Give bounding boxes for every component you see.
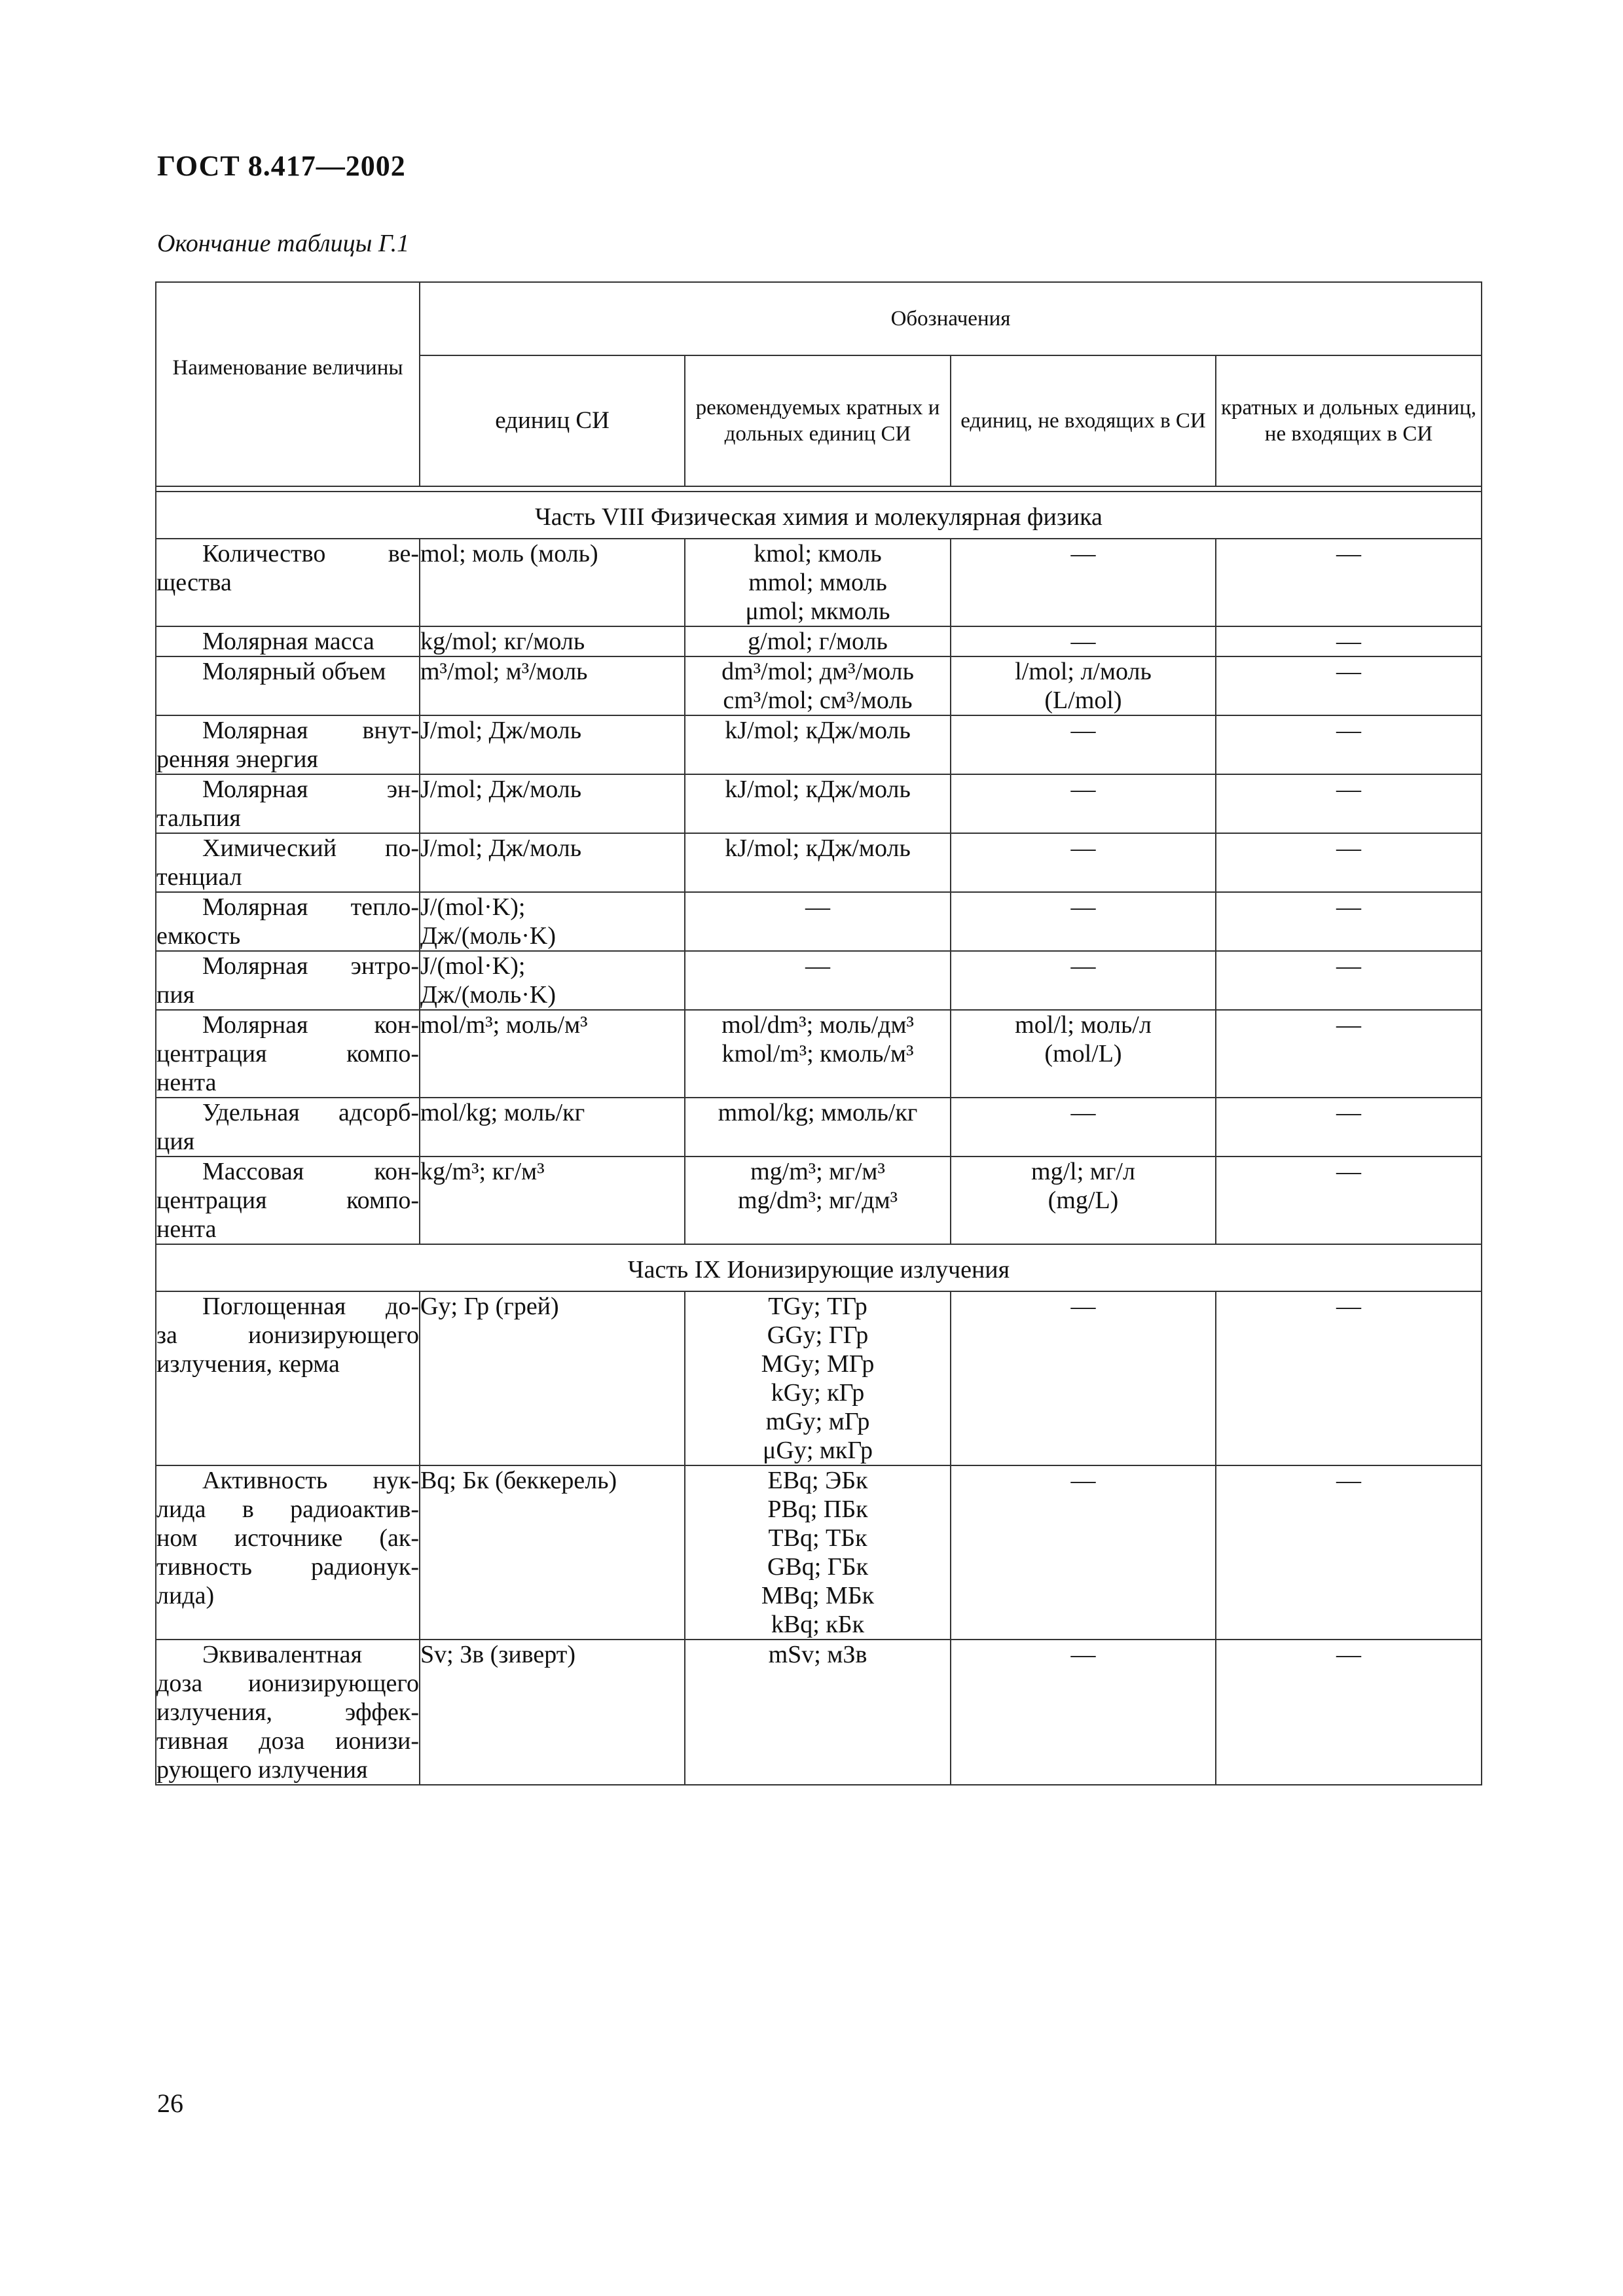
cell-line: — (1336, 1011, 1361, 1039)
cell-line: — (1070, 628, 1096, 655)
non-si-unit-cell (951, 1098, 1216, 1157)
cell-line: — (1336, 1641, 1361, 1668)
cell-line: mSv; мЗв (768, 1641, 867, 1668)
quantity-name-cell (156, 774, 420, 833)
column-header-name: Наименование величины (156, 282, 420, 486)
non-si-multiples-cell (1216, 715, 1482, 774)
non-si-multiples-cell (1216, 892, 1482, 951)
quantity-name-cell (156, 833, 420, 892)
cell-line: Молярная тепло- (202, 893, 419, 921)
cell-line: тенциал (156, 863, 242, 891)
cell-line: mmol; ммоль (748, 569, 887, 596)
cell-line: mol/l; моль/л (1015, 1011, 1152, 1039)
table-row (156, 1291, 1482, 1465)
cell-line: mg/l; мг/л (1031, 1158, 1135, 1185)
cell-line: за ионизирующего (156, 1321, 419, 1349)
non-si-multiples-cell (1216, 1640, 1482, 1785)
cell-line: GBq; ГБк (767, 1553, 869, 1581)
cell-line: kBq; кБк (771, 1611, 865, 1638)
quantity-name-cell (156, 1291, 420, 1465)
column-header-recommended: рекомендуемых кратных и дольных единиц СИ (685, 355, 951, 486)
cell-line: Молярная кон- (202, 1011, 419, 1039)
cell-line: Молярная внут- (202, 717, 419, 744)
quantity-name-cell (156, 626, 420, 656)
section-row (156, 1244, 1482, 1291)
table-row (156, 626, 1482, 656)
cell-line: Молярная масса (202, 628, 374, 655)
recommended-multiples-cell (685, 626, 951, 656)
cell-line: J/mol; Дж/моль (420, 717, 582, 744)
si-unit-cell (420, 539, 685, 626)
cell-line: — (805, 952, 830, 980)
cell-line: ном источнике (ак- (156, 1524, 419, 1552)
non-si-multiples-cell (1216, 774, 1482, 833)
si-unit-cell (420, 1098, 685, 1157)
cell-line: Дж/(моль·K) (420, 922, 556, 950)
quantity-name-cell (156, 539, 420, 626)
non-si-multiples-cell (1216, 1465, 1482, 1640)
non-si-unit-cell (951, 1465, 1216, 1640)
cell-line: Дж/(моль·K) (420, 981, 556, 1009)
cell-line: (mg/L) (1048, 1187, 1119, 1214)
non-si-multiples-cell (1216, 1010, 1482, 1098)
cell-line: mol/m³; моль/м³ (420, 1011, 588, 1039)
cell-line: лида в радиоактив- (156, 1496, 419, 1523)
cell-line: щества (156, 569, 232, 596)
column-header-group: Обозначения (420, 282, 1482, 355)
cell-line: Количество ве- (202, 540, 419, 567)
si-unit-cell (420, 1010, 685, 1098)
cell-line: kJ/mol; кДж/моль (725, 776, 911, 803)
cell-line: Активность нук- (202, 1467, 419, 1494)
cell-line: MBq; МБк (761, 1582, 875, 1609)
table-row (156, 1640, 1482, 1785)
table-row (156, 715, 1482, 774)
table-row (156, 539, 1482, 626)
cell-line: mol/kg; моль/кг (420, 1099, 585, 1126)
non-si-unit-cell (951, 1640, 1216, 1785)
cell-line: MGy; МГр (761, 1350, 875, 1378)
cell-line: тивная доза ионизи- (156, 1727, 419, 1755)
recommended-multiples-cell (685, 1291, 951, 1465)
recommended-multiples-cell (685, 1640, 951, 1785)
non-si-unit-cell (951, 951, 1216, 1010)
non-si-multiples-cell (1216, 833, 1482, 892)
non-si-unit-cell (951, 1010, 1216, 1098)
recommended-multiples-cell (685, 715, 951, 774)
cell-line: J/mol; Дж/моль (420, 834, 582, 862)
si-unit-cell (420, 626, 685, 656)
page-number: 26 (157, 2089, 183, 2118)
units-table (155, 281, 1482, 1785)
cell-line: рующего излучения (156, 1756, 368, 1784)
table-row (156, 1465, 1482, 1640)
cell-line: доза ионизирующего (156, 1670, 419, 1697)
column-header-si: единиц СИ (420, 355, 685, 486)
cell-line: тивность радионук- (156, 1553, 419, 1581)
table-row (156, 833, 1482, 892)
si-unit-cell (420, 1157, 685, 1244)
cell-line: — (1336, 628, 1361, 655)
cell-line: μmol; мкмоль (745, 598, 890, 625)
recommended-multiples-cell (685, 833, 951, 892)
non-si-unit-cell (951, 833, 1216, 892)
cell-line: — (1336, 952, 1361, 980)
non-si-multiples-cell (1216, 539, 1482, 626)
quantity-name-cell (156, 892, 420, 951)
quantity-name-cell (156, 1098, 420, 1157)
recommended-multiples-cell (685, 1157, 951, 1244)
non-si-multiples-cell (1216, 1098, 1482, 1157)
si-unit-cell (420, 1640, 685, 1785)
cell-line: (mol/L) (1044, 1040, 1122, 1067)
cell-line: kmol; кмоль (754, 540, 882, 567)
cell-line: — (1336, 1158, 1361, 1185)
cell-line: l/mol; л/моль (1015, 658, 1152, 685)
non-si-multiples-cell (1216, 656, 1482, 715)
si-unit-cell (420, 774, 685, 833)
cell-line: центрация компо- (156, 1187, 419, 1214)
cell-line: Молярный объем (202, 658, 386, 685)
section-row (156, 492, 1482, 539)
cell-line: — (1336, 1099, 1361, 1126)
cell-line: ция (156, 1128, 195, 1155)
cell-line: mol/dm³; моль/дм³ (721, 1011, 914, 1039)
cell-line: — (1070, 1099, 1096, 1126)
table-row (156, 892, 1482, 951)
quantity-name-cell (156, 1157, 420, 1244)
non-si-unit-cell (951, 715, 1216, 774)
section-title: Часть IX Ионизирующие излучения (156, 1244, 1482, 1291)
cell-line: — (1070, 540, 1096, 567)
cell-line: емкость (156, 922, 241, 950)
cell-line: GGy; ГГр (767, 1321, 869, 1349)
cell-line: — (1336, 1293, 1361, 1320)
cell-line: mg/dm³; мг/дм³ (737, 1187, 898, 1214)
cell-line: — (1336, 1467, 1361, 1494)
recommended-multiples-cell (685, 1010, 951, 1098)
cell-line: kJ/mol; кДж/моль (725, 834, 911, 862)
cell-line: PBq; ПБк (767, 1496, 868, 1523)
non-si-unit-cell (951, 892, 1216, 951)
cell-line: излучения, керма (156, 1350, 340, 1378)
cell-line: — (1336, 834, 1361, 862)
table-caption: Окончание таблицы Г.1 (157, 230, 410, 257)
cell-line: m³/mol; м³/моль (420, 658, 588, 685)
cell-line: нента (156, 1069, 217, 1096)
quantity-name-cell (156, 1465, 420, 1640)
recommended-multiples-cell (685, 774, 951, 833)
cell-line: излучения, эффек- (156, 1698, 419, 1726)
cell-line: TBq; ТБк (768, 1524, 867, 1552)
quantity-name-cell (156, 1010, 420, 1098)
quantity-name-cell (156, 951, 420, 1010)
non-si-unit-cell (951, 1157, 1216, 1244)
non-si-multiples-cell (1216, 951, 1482, 1010)
cell-line: — (1070, 1641, 1096, 1668)
quantity-name-cell (156, 1640, 420, 1785)
recommended-multiples-cell (685, 539, 951, 626)
cell-line: kmol/m³; кмоль/м³ (721, 1040, 914, 1067)
cell-line: J/(mol·K); (420, 893, 526, 921)
cell-line: mol; моль (моль) (420, 540, 598, 567)
table-row (156, 656, 1482, 715)
non-si-unit-cell (951, 539, 1216, 626)
si-unit-cell (420, 892, 685, 951)
cell-line: J/(mol·K); (420, 952, 526, 980)
document-code: ГОСТ 8.417—2002 (157, 150, 406, 182)
cell-line: EBq; ЭБк (767, 1467, 868, 1494)
cell-line: — (1336, 540, 1361, 567)
cell-line: cm³/mol; см³/моль (723, 687, 913, 714)
cell-line: ренняя энергия (156, 745, 318, 773)
si-unit-cell (420, 656, 685, 715)
cell-line: — (1070, 834, 1096, 862)
recommended-multiples-cell (685, 656, 951, 715)
cell-line: Молярная эн- (202, 776, 419, 803)
cell-line: — (1070, 1467, 1096, 1494)
cell-line: kJ/mol; кДж/моль (725, 717, 911, 744)
si-unit-cell (420, 833, 685, 892)
cell-line: Удельная адсорб- (202, 1099, 419, 1126)
si-unit-cell (420, 1465, 685, 1640)
cell-line: — (1336, 776, 1361, 803)
recommended-multiples-cell (685, 951, 951, 1010)
cell-line: mg/m³; мг/м³ (750, 1158, 885, 1185)
non-si-multiples-cell (1216, 1157, 1482, 1244)
cell-line: тальпия (156, 804, 241, 832)
recommended-multiples-cell (685, 1465, 951, 1640)
cell-line: Массовая кон- (202, 1158, 419, 1185)
quantity-name-cell (156, 715, 420, 774)
cell-line: — (1336, 717, 1361, 744)
cell-line: J/mol; Дж/моль (420, 776, 582, 803)
cell-line: g/mol; г/моль (748, 628, 888, 655)
si-unit-cell (420, 1291, 685, 1465)
cell-line: Эквивалентная (202, 1641, 362, 1668)
cell-line: Молярная энтро- (202, 952, 419, 980)
non-si-unit-cell (951, 626, 1216, 656)
cell-line: — (1336, 893, 1361, 921)
si-unit-cell (420, 951, 685, 1010)
cell-line: (L/mol) (1044, 687, 1122, 714)
cell-line: Gy; Гр (грей) (420, 1293, 559, 1320)
cell-line: Химический по- (202, 834, 419, 862)
recommended-multiples-cell (685, 892, 951, 951)
header-separator (156, 486, 1482, 492)
cell-line: mGy; мГр (765, 1408, 870, 1435)
cell-line: нента (156, 1215, 217, 1243)
cell-line: Поглощенная до- (202, 1293, 419, 1320)
cell-line: Sv; Зв (зиверт) (420, 1641, 576, 1668)
cell-line: kg/mol; кг/моль (420, 628, 585, 655)
cell-line: — (805, 893, 830, 921)
non-si-unit-cell (951, 774, 1216, 833)
non-si-multiples-cell (1216, 626, 1482, 656)
cell-line: dm³/mol; дм³/моль (721, 658, 914, 685)
cell-line: — (1070, 717, 1096, 744)
cell-line: mmol/kg; ммоль/кг (718, 1099, 918, 1126)
recommended-multiples-cell (685, 1098, 951, 1157)
table-row (156, 1157, 1482, 1244)
non-si-multiples-cell (1216, 1291, 1482, 1465)
column-header-non-si-multiples: кратных и дольных единиц, не входящих в СИ (1216, 355, 1482, 486)
column-header-non-si: единиц, не входящих в СИ (951, 355, 1216, 486)
cell-line: kg/m³; кг/м³ (420, 1158, 545, 1185)
cell-line: kGy; кГр (771, 1379, 865, 1407)
non-si-unit-cell (951, 1291, 1216, 1465)
non-si-unit-cell (951, 656, 1216, 715)
cell-line: — (1336, 658, 1361, 685)
si-unit-cell (420, 715, 685, 774)
cell-line: — (1070, 893, 1096, 921)
section-title: Часть VIII Физическая химия и молекулярная физика (156, 492, 1482, 539)
table-row (156, 1010, 1482, 1098)
table-row (156, 774, 1482, 833)
cell-line: центрация компо- (156, 1040, 419, 1067)
cell-line: — (1070, 776, 1096, 803)
table-row (156, 951, 1482, 1010)
table-body (156, 486, 1482, 1785)
cell-line: μGy; мкГр (763, 1437, 873, 1464)
quantity-name-cell (156, 656, 420, 715)
cell-line: — (1070, 1293, 1096, 1320)
cell-line: — (1070, 952, 1096, 980)
cell-line: TGy; ТГр (768, 1293, 867, 1320)
cell-line: пия (156, 981, 195, 1009)
table-row (156, 1098, 1482, 1157)
cell-line: лида) (156, 1582, 215, 1609)
cell-line: Bq; Бк (беккерель) (420, 1467, 617, 1494)
